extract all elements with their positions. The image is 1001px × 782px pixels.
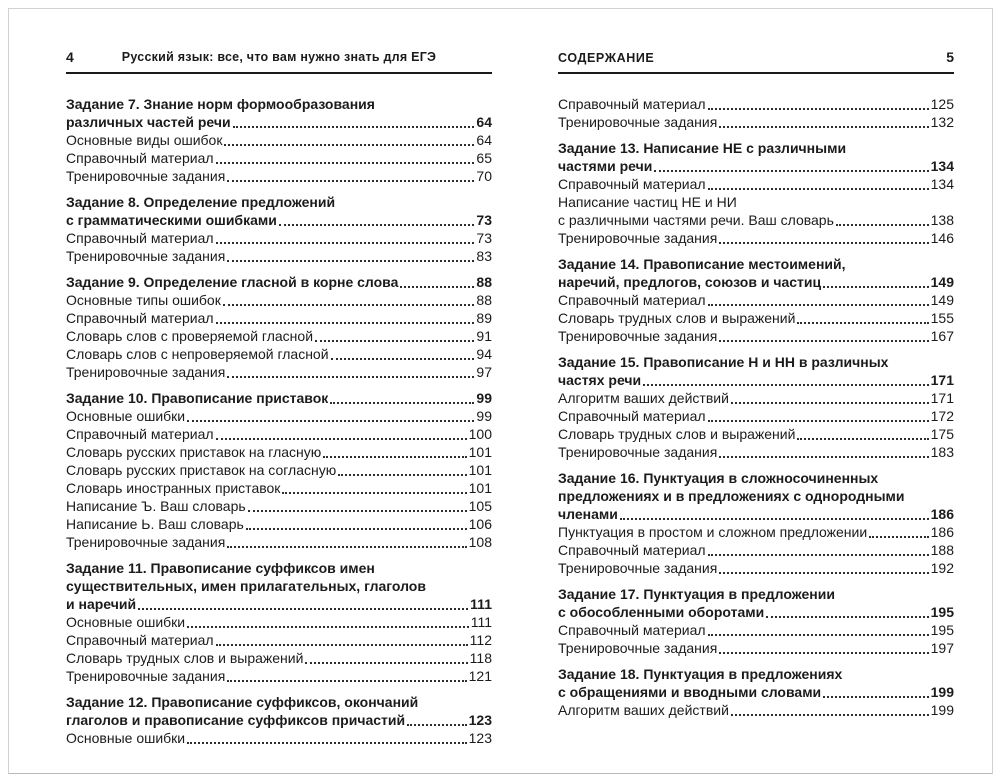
toc-sub-entry — [66, 613, 492, 631]
toc-entry-page: 105 — [468, 498, 492, 514]
running-title-right: СОДЕРЖАНИЕ — [558, 51, 655, 65]
toc-entry-last-line — [558, 389, 954, 407]
toc-entry-last-line — [558, 425, 954, 443]
toc-sub-entry — [66, 229, 492, 247]
dot-leader — [216, 644, 468, 646]
toc-entry-page: 100 — [468, 426, 492, 442]
toc-entry-text: Основные виды ошибок — [66, 132, 223, 148]
toc-entry-wrap-line: Написание частиц НЕ и НИ — [558, 194, 737, 210]
toc-sub-entry — [66, 131, 492, 149]
toc-entry-text: Словарь трудных слов и выражений — [558, 310, 796, 326]
toc-entry-wrap-line: Задание 15. Правописание Н и НН в различных — [558, 354, 889, 370]
toc-entry-last-line — [66, 711, 492, 729]
toc-entry-last-line — [66, 515, 492, 533]
toc-sub-entry — [558, 443, 954, 461]
toc-entry-text: Основные ошибки — [66, 408, 186, 424]
toc-entry-last-line — [558, 683, 954, 701]
toc-entry-text: Тренировочные задания — [558, 328, 718, 344]
toc-sub-entry — [558, 175, 954, 193]
toc-entry-last-line — [66, 363, 492, 381]
toc-sub-entry — [558, 425, 954, 443]
toc-entry-text: Словарь слов с проверяемой гласной — [66, 328, 314, 344]
toc-entry-last-line — [558, 327, 954, 345]
page-right — [558, 49, 954, 747]
toc-sub-entry — [66, 479, 492, 497]
dot-leader — [719, 242, 928, 244]
toc-sub-entry — [558, 229, 954, 247]
toc-entry-text: Задание 9. Определение гласной в корне слова — [66, 274, 399, 290]
dot-leader — [719, 340, 928, 342]
dot-leader — [216, 242, 475, 244]
toc-entry-page: 175 — [930, 426, 954, 442]
dot-leader — [620, 518, 929, 520]
toc-entry-last-line — [66, 131, 492, 149]
toc-section-entry — [66, 559, 492, 613]
toc-entry-text: Тренировочные задания — [558, 114, 718, 130]
toc-entry-page: 199 — [930, 702, 954, 718]
toc-sub-entry — [66, 515, 492, 533]
dot-leader — [719, 456, 928, 458]
toc-sub-entry — [558, 407, 954, 425]
toc-sub-entry — [66, 443, 492, 461]
toc-entry-text: Справочный материал — [558, 542, 706, 558]
toc-entry-page: 138 — [930, 212, 954, 228]
toc-entry-text: и наречий — [66, 596, 137, 612]
toc-entry-page: 186 — [930, 506, 954, 522]
toc-entry-page: 101 — [468, 462, 492, 478]
toc-entry-text: с обособленными оборотами — [558, 604, 765, 620]
toc-sub-entry — [558, 193, 954, 229]
dot-leader — [187, 742, 467, 744]
toc-entry-wrap-line: Задание 16. Пунктуация в сложносочиненных — [558, 470, 879, 486]
toc-sub-entry — [66, 407, 492, 425]
toc-entry-last-line — [66, 273, 492, 291]
toc-entry-wrap-line: Задание 13. Написание НЕ с различными — [558, 140, 847, 156]
toc-entry-text: Тренировочные задания — [66, 668, 226, 684]
page-gutter — [492, 49, 558, 747]
toc-entry-page: 195 — [930, 622, 954, 638]
toc-entry-text: Справочный материал — [66, 310, 214, 326]
toc-section-entry — [66, 693, 492, 729]
dot-leader — [246, 528, 467, 530]
toc-entry-text: Тренировочные задания — [558, 640, 718, 656]
toc-entry-last-line — [558, 443, 954, 461]
toc-entry-page: 134 — [930, 158, 954, 174]
dot-leader — [869, 536, 928, 538]
toc-entry-text: с грамматическими ошибками — [66, 212, 277, 228]
toc-entry-page: 94 — [476, 346, 492, 362]
toc-entry-text: Тренировочные задания — [66, 248, 226, 264]
toc-entry-page: 197 — [930, 640, 954, 656]
dot-leader — [708, 108, 929, 110]
toc-entry-page: 149 — [930, 274, 954, 290]
toc-entry-text: Задание 10. Правописание приставок — [66, 390, 329, 406]
toc-entry-text: Справочный материал — [558, 408, 706, 424]
toc-entry-last-line — [66, 497, 492, 515]
toc-entry-last-line — [66, 229, 492, 247]
toc-entry-page: 88 — [476, 274, 492, 290]
toc-entry-page: 91 — [476, 328, 492, 344]
toc-entry-wrap-line: Задание 14. Правописание местоимений, — [558, 256, 846, 272]
toc-entry-text: с обращениями и вводными словами — [558, 684, 822, 700]
page-number-right: 5 — [946, 49, 954, 65]
dot-leader — [731, 402, 929, 404]
toc-sub-entry — [66, 345, 492, 363]
dot-leader — [836, 224, 929, 226]
toc-entry-last-line — [558, 211, 954, 229]
toc-entry-text: Словарь слов с непроверяемой гласной — [66, 346, 329, 362]
toc-entry-last-line — [66, 631, 492, 649]
dot-leader — [323, 456, 466, 458]
toc-entry-page: 97 — [476, 364, 492, 380]
toc-entry-last-line — [558, 291, 954, 309]
toc-entry-last-line — [558, 309, 954, 327]
toc-entry-page: 121 — [468, 668, 492, 684]
dot-leader — [227, 680, 466, 682]
toc-entry-page: 149 — [930, 292, 954, 308]
dot-leader — [279, 224, 475, 226]
toc-entry-page: 146 — [930, 230, 954, 246]
toc-entry-last-line — [558, 523, 954, 541]
toc-entry-text: Словарь русских приставок на согласную — [66, 462, 337, 478]
toc-entry-last-line — [558, 273, 954, 291]
toc-entry-text: Справочный материал — [558, 622, 706, 638]
toc-section-entry — [66, 193, 492, 229]
toc-section-entry — [558, 353, 954, 389]
toc-sub-entry — [558, 389, 954, 407]
dot-leader — [719, 126, 928, 128]
toc-entry-last-line — [558, 95, 954, 113]
toc-entry-page: 183 — [930, 444, 954, 460]
toc-entry-last-line — [66, 327, 492, 345]
toc-entry-last-line — [66, 595, 492, 613]
toc-entry-text: с различными частями речи. Ваш словарь — [558, 212, 834, 228]
toc-entry-page: 101 — [468, 444, 492, 460]
toc-sub-entry — [66, 291, 492, 309]
toc-entry-last-line — [558, 701, 954, 719]
toc-entry-page: 195 — [930, 604, 954, 620]
toc-sub-entry — [66, 363, 492, 381]
toc-entry-last-line — [66, 309, 492, 327]
toc-entry-page: 88 — [476, 292, 492, 308]
toc-entry-text: Справочный материал — [66, 426, 214, 442]
toc-sub-entry — [558, 113, 954, 131]
dot-leader — [708, 420, 929, 422]
toc-sub-entry — [66, 247, 492, 265]
dot-leader — [248, 510, 467, 512]
toc-entry-last-line — [558, 229, 954, 247]
toc-entry-page: 134 — [930, 176, 954, 192]
toc-entry-page: 125 — [930, 96, 954, 112]
toc-entry-page: 167 — [930, 328, 954, 344]
toc-entry-page: 99 — [476, 390, 492, 406]
toc-entry-last-line — [66, 425, 492, 443]
dot-leader — [407, 724, 467, 726]
book-spread — [9, 9, 992, 747]
toc-entry-last-line — [558, 541, 954, 559]
dot-leader — [315, 340, 474, 342]
toc-entry-page: 155 — [930, 310, 954, 326]
dot-leader — [654, 170, 928, 172]
toc-entry-page: 132 — [930, 114, 954, 130]
toc-section-entry — [558, 585, 954, 621]
dot-leader — [187, 626, 469, 628]
toc-entry-page: 99 — [476, 408, 492, 424]
toc-entry-page: 65 — [476, 150, 492, 166]
dot-leader — [766, 616, 928, 618]
toc-entry-last-line — [66, 613, 492, 631]
toc-entry-page: 89 — [476, 310, 492, 326]
toc-section-entry — [558, 139, 954, 175]
toc-entry-text: Написание Ь. Ваш словарь — [66, 516, 244, 532]
dot-leader — [731, 714, 929, 716]
toc-entry-text: Алгоритм ваших действий — [558, 390, 729, 406]
toc-entry-text: Алгоритм ваших действий — [558, 702, 729, 718]
toc-entry-page: 186 — [930, 524, 954, 540]
toc-entry-text: Пунктуация в простом и сложном предложении — [558, 524, 868, 540]
toc-sub-entry — [66, 729, 492, 747]
toc-entry-last-line — [558, 157, 954, 175]
toc-entry-wrap-line: Задание 18. Пунктуация в предложениях — [558, 666, 843, 682]
dot-leader — [330, 402, 474, 404]
dot-leader — [223, 304, 475, 306]
toc-sub-entry — [66, 327, 492, 345]
toc-entry-text: Тренировочные задания — [558, 560, 718, 576]
toc-entry-text: частями речи — [558, 158, 653, 174]
toc-sub-entry — [66, 461, 492, 479]
toc-entry-text: Справочный материал — [558, 176, 706, 192]
dot-leader — [233, 126, 475, 128]
toc-entry-page: 70 — [476, 168, 492, 184]
toc-entry-page: 83 — [476, 248, 492, 264]
toc-entry-last-line — [66, 247, 492, 265]
toc-sub-entry — [66, 497, 492, 515]
toc-entry-text: Тренировочные задания — [66, 534, 226, 550]
toc-entry-last-line — [66, 149, 492, 167]
toc-entry-last-line — [66, 461, 492, 479]
toc-sub-entry — [558, 291, 954, 309]
toc-entry-wrap-line: Задание 11. Правописание суффиксов имен — [66, 560, 375, 576]
dot-leader — [797, 438, 928, 440]
toc-sub-entry — [558, 639, 954, 657]
toc-entry-page: 64 — [476, 132, 492, 148]
toc-entry-page: 123 — [468, 712, 492, 728]
running-title-left: Русский язык: все, что вам нужно знать для ЕГЭ — [121, 50, 437, 64]
dot-leader — [719, 652, 928, 654]
toc-entry-text: различных частей речи — [66, 114, 231, 130]
toc-entry-text: Основные ошибки — [66, 730, 186, 746]
dot-leader — [227, 376, 474, 378]
toc-entry-text: наречий, предлогов, союзов и частиц — [558, 274, 822, 290]
page-number-left: 4 — [66, 49, 74, 65]
toc-entry-last-line — [66, 211, 492, 229]
toc-sub-entry — [66, 149, 492, 167]
toc-entry-text: Тренировочные задания — [66, 168, 226, 184]
toc-entry-last-line — [558, 559, 954, 577]
toc-entry-page: 106 — [468, 516, 492, 532]
toc-sub-entry — [558, 523, 954, 541]
toc-entry-text: частях речи — [558, 372, 642, 388]
dot-leader — [708, 304, 929, 306]
dot-leader — [823, 696, 928, 698]
toc-entry-text: Тренировочные задания — [558, 230, 718, 246]
toc-sub-entry — [558, 701, 954, 719]
toc-entry-last-line — [66, 167, 492, 185]
toc-entry-last-line — [558, 621, 954, 639]
toc-entry-page: 64 — [476, 114, 492, 130]
toc-entry-last-line — [558, 407, 954, 425]
toc-entry-page: 171 — [930, 372, 954, 388]
dot-leader — [187, 420, 474, 422]
toc-sub-entry — [66, 667, 492, 685]
toc-entry-wrap-line: Задание 12. Правописание суффиксов, окончаний — [66, 694, 419, 710]
dot-leader — [643, 384, 929, 386]
toc-entry-page: 73 — [476, 212, 492, 228]
toc-sub-entry — [558, 621, 954, 639]
toc-entry-page: 199 — [930, 684, 954, 700]
toc-section-entry — [558, 665, 954, 701]
toc-section-entry — [66, 95, 492, 131]
toc-section-entry — [66, 389, 492, 407]
toc-left — [66, 95, 492, 747]
toc-entry-text: Тренировочные задания — [66, 364, 226, 380]
toc-entry-last-line — [558, 603, 954, 621]
toc-entry-last-line — [66, 649, 492, 667]
dot-leader — [224, 144, 474, 146]
dot-leader — [797, 322, 928, 324]
toc-entry-wrap-line: предложениях и в предложениях с однородными — [558, 488, 905, 504]
toc-entry-text: глаголов и правописание суффиксов причастий — [66, 712, 406, 728]
toc-entry-wrap-line: существительных, имен прилагательных, глаголов — [66, 578, 426, 594]
toc-entry-page: 112 — [469, 632, 492, 648]
toc-entry-last-line — [66, 479, 492, 497]
toc-entry-text: Словарь трудных слов и выражений — [66, 650, 304, 666]
toc-entry-last-line — [66, 345, 492, 363]
dot-leader — [719, 572, 928, 574]
toc-entry-page: 118 — [469, 650, 492, 666]
toc-entry-page: 172 — [930, 408, 954, 424]
dot-leader — [216, 162, 475, 164]
toc-entry-text: Справочный материал — [66, 150, 214, 166]
toc-entry-page: 101 — [468, 480, 492, 496]
toc-section-entry — [558, 469, 954, 523]
toc-entry-text: членами — [558, 506, 618, 522]
toc-sub-entry — [558, 95, 954, 113]
dot-leader — [338, 474, 466, 476]
toc-entry-wrap-line: Задание 7. Знание норм формообразования — [66, 96, 375, 112]
toc-sub-entry — [558, 559, 954, 577]
dot-leader — [227, 260, 474, 262]
toc-entry-last-line — [558, 113, 954, 131]
toc-sub-entry — [66, 649, 492, 667]
toc-entry-text: Справочный материал — [558, 96, 706, 112]
toc-sub-entry — [558, 327, 954, 345]
dot-leader — [331, 358, 475, 360]
toc-entry-page: 171 — [930, 390, 954, 406]
toc-entry-last-line — [66, 407, 492, 425]
toc-sub-entry — [558, 541, 954, 559]
toc-entry-last-line — [558, 175, 954, 193]
toc-entry-last-line — [66, 533, 492, 551]
toc-entry-text: Основные типы ошибок — [66, 292, 221, 308]
toc-entry-page: 188 — [930, 542, 954, 558]
toc-sub-entry — [66, 167, 492, 185]
dot-leader — [227, 546, 466, 548]
toc-entry-last-line — [558, 371, 954, 389]
toc-entry-page: 111 — [470, 596, 492, 612]
dot-leader — [823, 286, 929, 288]
toc-section-entry — [558, 255, 954, 291]
toc-right — [558, 95, 954, 719]
running-header-left — [66, 49, 492, 67]
toc-entry-text: Словарь русских приставок на гласную — [66, 444, 322, 460]
toc-entry-last-line — [558, 639, 954, 657]
toc-entry-last-line — [558, 505, 954, 523]
page-left — [66, 49, 492, 747]
toc-entry-page: 192 — [930, 560, 954, 576]
dot-leader — [305, 662, 467, 664]
toc-entry-text: Основные ошибки — [66, 614, 186, 630]
toc-entry-wrap-line: Задание 8. Определение предложений — [66, 194, 336, 210]
toc-sub-entry — [66, 425, 492, 443]
dot-leader — [227, 180, 474, 182]
toc-sub-entry — [66, 309, 492, 327]
toc-entry-last-line — [66, 443, 492, 461]
dot-leader — [138, 608, 468, 610]
toc-entry-last-line — [66, 113, 492, 131]
toc-entry-text: Справочный материал — [66, 632, 214, 648]
toc-entry-last-line — [66, 291, 492, 309]
toc-entry-last-line — [66, 389, 492, 407]
toc-entry-page: 123 — [468, 730, 492, 746]
toc-entry-last-line — [66, 729, 492, 747]
dot-leader — [708, 634, 929, 636]
toc-sub-entry — [558, 309, 954, 327]
toc-entry-text: Тренировочные задания — [558, 444, 718, 460]
toc-sub-entry — [66, 533, 492, 551]
toc-entry-text: Словарь иностранных приставок — [66, 480, 281, 496]
dot-leader — [400, 286, 474, 288]
header-rule-right — [558, 72, 954, 74]
toc-entry-page: 108 — [468, 534, 492, 550]
toc-sub-entry — [66, 631, 492, 649]
toc-entry-text: Справочный материал — [558, 292, 706, 308]
dot-leader — [708, 188, 929, 190]
toc-entry-last-line — [66, 667, 492, 685]
toc-entry-page: 111 — [470, 614, 492, 630]
dot-leader — [216, 438, 467, 440]
running-header-right — [558, 49, 954, 67]
toc-section-entry — [66, 273, 492, 291]
toc-entry-wrap-line: Задание 17. Пунктуация в предложении — [558, 586, 835, 602]
toc-entry-page: 73 — [476, 230, 492, 246]
toc-entry-text: Справочный материал — [66, 230, 214, 246]
toc-entry-text: Словарь трудных слов и выражений — [558, 426, 796, 442]
header-rule-left — [66, 72, 492, 74]
toc-entry-text: Написание Ъ. Ваш словарь — [66, 498, 246, 514]
dot-leader — [708, 554, 929, 556]
dot-leader — [216, 322, 475, 324]
dot-leader — [282, 492, 466, 494]
book-scan-frame — [8, 8, 993, 774]
